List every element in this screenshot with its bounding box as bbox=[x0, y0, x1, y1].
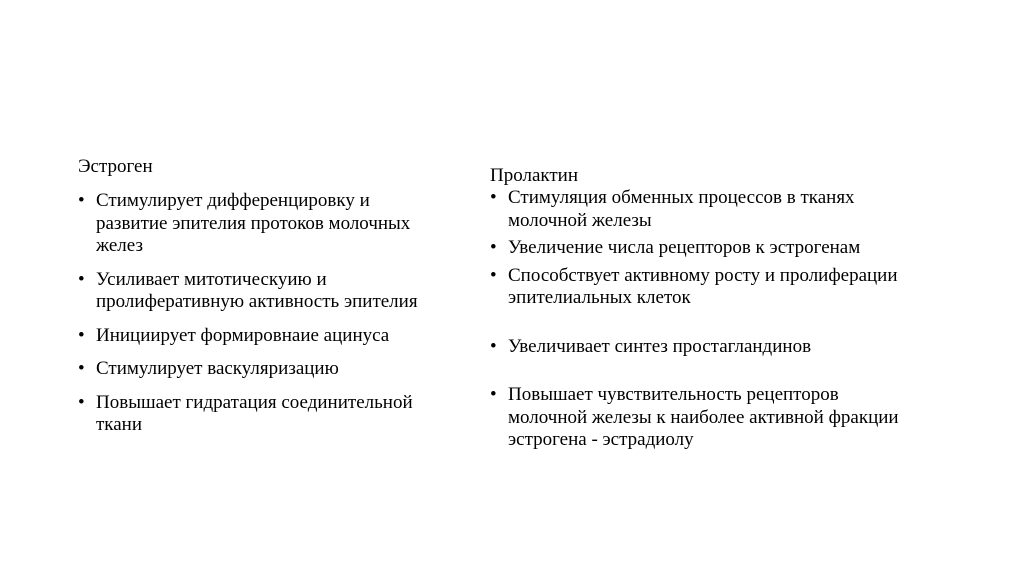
prolactin-column bbox=[490, 165, 920, 457]
prolactin-list bbox=[490, 187, 920, 452]
list-item-text: Стимулирует дифференцировку и развитие эпителия протоков молочных желез bbox=[96, 190, 411, 256]
bullet-icon: • bbox=[490, 187, 497, 208]
list-item bbox=[490, 237, 920, 260]
bullet-icon: • bbox=[490, 384, 497, 405]
list-item bbox=[490, 384, 920, 452]
list-item bbox=[78, 269, 438, 314]
list-item bbox=[78, 392, 438, 437]
list-item-text: Инициирует формировнаие ацинуса bbox=[96, 324, 390, 346]
list-item bbox=[490, 265, 920, 310]
bullet-icon: • bbox=[78, 190, 85, 211]
estrogen-list bbox=[78, 190, 438, 437]
list-item bbox=[490, 336, 920, 359]
list-item-text: Стимуляция обменных процессов в тканях молочной железы bbox=[508, 187, 855, 231]
list-item-text: Увеличивает синтез простагландинов bbox=[508, 335, 812, 357]
bullet-icon: • bbox=[490, 264, 497, 286]
list-item-text: Усиливает митотическуию и пролиферативную активность эпителия bbox=[96, 268, 418, 312]
prolactin-title: Пролактин bbox=[490, 165, 579, 186]
list-item-text: Повышает гидратация соединительной ткани bbox=[96, 391, 413, 435]
bullet-icon: • bbox=[78, 391, 85, 413]
list-item bbox=[78, 190, 438, 258]
bullet-icon: • bbox=[78, 324, 85, 346]
bullet-icon: • bbox=[490, 237, 497, 258]
bullet-icon: • bbox=[490, 335, 497, 357]
list-item bbox=[78, 325, 438, 348]
list-item bbox=[78, 358, 438, 381]
bullet-icon: • bbox=[78, 268, 85, 290]
list-item-text: Способствует активному росту и пролиферации эпителиальных клеток bbox=[508, 264, 898, 308]
estrogen-title: Эстроген bbox=[78, 156, 153, 177]
estrogen-column bbox=[78, 156, 438, 448]
list-item bbox=[490, 187, 920, 232]
list-item-text: Увеличение числа рецепторов к эстрогенам bbox=[508, 237, 861, 258]
bullet-icon: • bbox=[78, 358, 85, 379]
list-item-text: Повышает чувствительность рецепторов молочной железы к наиболее активной фракции эстрогена - эстрадиолу bbox=[508, 384, 899, 450]
list-item-text: Стимулирует васкуляризацию bbox=[96, 358, 339, 379]
